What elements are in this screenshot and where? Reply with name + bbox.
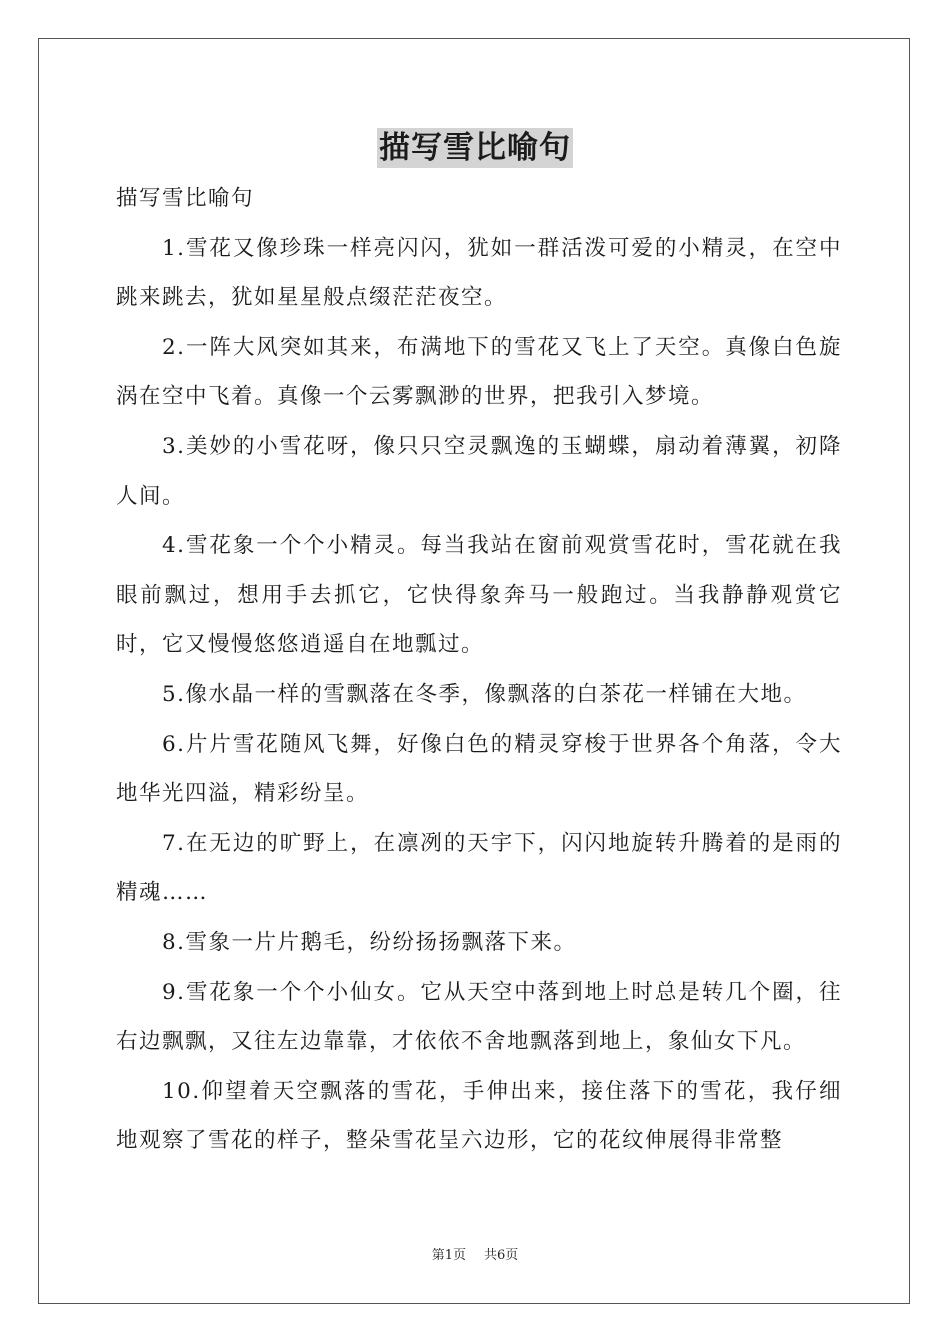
paragraph-1: 1.雪花又像珍珠一样亮闪闪，犹如一群活泼可爱的小精灵，在空中跳来跳去，犹如星星般点缀茫茫夜空。 <box>116 235 842 311</box>
document-body <box>116 174 842 1166</box>
document-title-container <box>0 128 950 170</box>
paragraph-7: 7.在无边的旷野上，在凛冽的天宇下，闪闪地旋转升腾着的是雨的精魂…… <box>116 830 842 906</box>
paragraph-8: 8.雪象一片片鹅毛，纷纷扬扬飘落下来。 <box>162 929 577 955</box>
paragraph-3: 3.美妙的小雪花呀，像只只空灵飘逸的玉蝴蝶，扇动着薄翼，初降人间。 <box>116 433 842 509</box>
paragraph-2: 2.一阵大风突如其来，布满地下的雪花又飞上了天空。真像白色旋涡在空中飞着。真像一个云雾飘渺的世界，把我引入梦境。 <box>116 334 842 410</box>
document-subtitle: 描写雪比喻句 <box>116 186 255 211</box>
page-total: 共6页 <box>484 1248 519 1263</box>
page-number: 第1页 <box>431 1248 466 1263</box>
paragraph-10: 10.仰望着天空飘落的雪花，手伸出来，接住落下的雪花，我仔细地观察了雪花的样子，整朵雪花呈六边形，它的花纹伸展得非常整 <box>116 1078 842 1154</box>
page-footer <box>0 1246 950 1266</box>
document-title: 描写雪比喻句 <box>379 130 571 166</box>
paragraph-6: 6.片片雪花随风飞舞，好像白色的精灵穿梭于世界各个角落，令大地华光四溢，精彩纷呈。 <box>116 731 842 807</box>
paragraph-9: 9.雪花象一个个小仙女。它从天空中落到地上时总是转几个圈，往右边飘飘，又往左边靠靠，才依依不舍地飘落到地上，象仙女下凡。 <box>116 979 842 1055</box>
paragraph-4: 4.雪花象一个个小精灵。每当我站在窗前观赏雪花时，雪花就在我眼前飘过，想用手去抓它，它快得象奔马一般跑过。当我静静观赏它时，它又慢慢悠悠逍遥自在地瓢过。 <box>116 533 842 658</box>
paragraph-5: 5.像水晶一样的雪飘落在冬季，像飘落的白茶花一样铺在大地。 <box>162 681 807 707</box>
